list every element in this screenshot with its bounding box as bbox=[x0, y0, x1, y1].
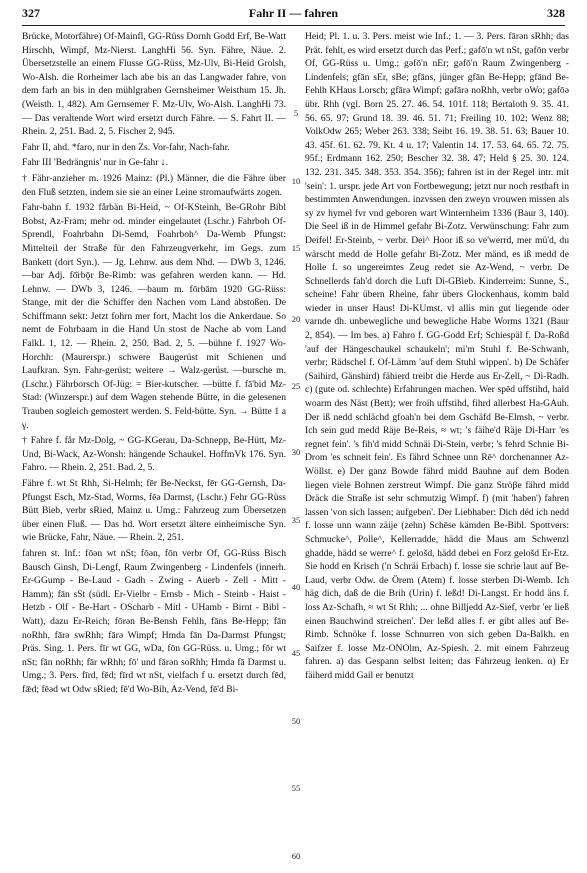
line-number: 55 bbox=[291, 783, 301, 793]
line-number: 45 bbox=[291, 648, 301, 658]
entry-fahr-ii: Fahr II, ahd. *faro, nur in den Zs. Vor-fahr, Nach-fahr. bbox=[22, 141, 230, 153]
page-header bbox=[22, 6, 565, 22]
line-number: 50 bbox=[291, 716, 301, 726]
line-number: 40 bbox=[291, 582, 301, 592]
header-rule bbox=[22, 25, 565, 26]
entry-fahre: † Fahre f. får Mz-Dolg, ~ GG-KGerau, Da-Schnepp, Be-Hütt, Mz-Und, Bi-Wack, Az-Wonsh: hängende Schaukel. HoffmVk 176. Syn. Fahro. — Rhein. 2, 251. Bad. 2, 5. bbox=[22, 435, 286, 474]
line-number: 5 bbox=[293, 108, 299, 118]
entry-faehr-anzieher: † Fähr-anzieher m. 1926 Mainz: (Pl.) Männer, die die Fähre über den Fluß setzten, indem sie sie an einer Leine stromaufwärts zogen. bbox=[22, 172, 286, 198]
page-number-right: 328 bbox=[547, 6, 565, 20]
right-column bbox=[305, 30, 569, 685]
entry-fahr-bahn: Fahr-bahn f. 1932 fårbän Bi-Heid, ~ Of-KSteinh, Be-GRohr Bibl Bobst, Az-Fram; mehr od. minder eingelautet (Lschr.) Fahrboh Of-Sprendl, Foahrbahn Di-Semd, Foahrboh^ Da-Wemb Pfungst: Mittelteil der Straße für den Fahrzeugverkehr, im Gegs. zum Bankett (dort Syn.). — Jg. Lehnw. aus dem Nhd. — DWb 3, 1246. —bar Adj. fō̆rbǭr Be-Rimb: was gefahren werden kann. — Hd. Lehnw. — DWb 3, 1246. —baum m. fōrbām 1920 GG-Rüss: Stange, mit der die Schiffer den Nachen vom Land abstoßen. De Schiffmann sekt: Jetzt fohrn mer fort, Macht los die Ankerdaue. So nemt de Fohrbaam in die Hand Un stost de Nache ab vom Land FalkL 1, 12. — Rhein. 2, 250. Bad. 2, 5. —bühne f. 1927 Wo-Horchh: (Maurerspr.) schwere Baugerüst mit Schienen und Laufkran. Syn. Fahr-gerüst; weitere → Walz-gerüst. —bursche m. (Lschr.) Fährborsch Of-Jüg: = Bier-kutscher. —bütte f. fā'bid Mz-Stad: (Winzerspr.) auf dem Wagen stehende Bütte, in die gelesenen Trauben sogleich gemostert werden. S. Feld-bütte. Syn. → Bütte 1 a γ. bbox=[22, 202, 286, 431]
line-number: 20 bbox=[291, 314, 301, 324]
line-number: 30 bbox=[291, 447, 301, 457]
running-title: Fahr II — fahren bbox=[248, 6, 339, 20]
line-number: 10 bbox=[291, 176, 301, 186]
entry-fahr-i-cont: Brücke, Motorfähre) Of-Mainfl, GG-Rüss Dornh Godd Erf, Be-Watt Hirschh, Wimpf, Mz-Nierst. LanghHi 56. Syn. Fähre, Näue. 2. Übersetzstelle an einem Flusse GG-Rüss, Mz-Ulv, Bi-Heid Grolsh, Wo-Alsh. die Rorheimer lach abe bis an das Langwader fahre, von dem farh an bis in den mühlgraben Gernsheimer Weisthum 15. Jh. (Weisth. 1, 482). Am Gernsemer F. Mz-Ulv, Wo-Alsh. LanghHi 73. — Das veraltende Wort wird ersetzt durch Fähre. — S. Fahrt II. — Rhein. 2, 251. Bad. 2, 5. Fischer 2, 945. bbox=[22, 31, 286, 138]
entry-fahr-iii: Fahr III 'Bedrängnis' nur in Ge-fahr ↓. bbox=[22, 157, 168, 169]
entry-fahren: fahren st. Inf.: fōən wt nSt; fōən, fōn verbr Of, GG-Rüss Bisch Bausch Ginsh, Di-Lengf, Raum Zwingenberg - Lindenfels (innerh. Er-GGump - Be-Laud - Gadh - Zwing - Auerb - Zell - Mitt - Hamm); fān sSt (südl. Er-Vielbr - Ernsb - Mich - Steinb - Haist - Hetzb - Olf - Be-Hart - OScharb - Mitl - UHamb - Birnt - Bibl - Watt), dazu Er-Reich; fōrən Be-Bensh Fehlh, fāns Be-Hepp; fān noRhh, fārə swRhh; fārə Wimpf; Hmda fān Da-Darmst Pfungst; Präs. Sing. 1. Pers. fīr wt GG, wDa, fōn GG-Rüss. u. Umg.; fōr wt nSt; fān noRhh; fār wRhh; fō' und fārən soRhh; Hmda fā Darmst u. Umg.; 3. Pers. fīrd, fēd; fīrd wt nSt, vielfach f u. ersetzt durch fēd, fǣd; fēəd wt Odw sRied; fē'd Wo-Bih, Az-Vend, fē'd Bi- bbox=[22, 547, 286, 695]
line-number: 60 bbox=[291, 851, 301, 861]
line-number: 35 bbox=[291, 515, 301, 525]
entry-fahren-cont: Heid; Pl. 1. u. 3. Pers. meist wie Inf.; 1. — 3. Pers. fārən sRhh; das Prät. fehlt, es wird ersetzt durch das Perf.; gəfō'n wt nSt, gəfōn verbr Of, GG-Rüss u. Umg.; gəfō'n nEr; gəfō'n Raum Zwingenberg - Lindenfels; gfān sEr, sBe; gfāns, jünger gfān Be-Hepp; gfānd Be-Fehlh KHaus Lorsch; gfārə Wimpf; gəfārə noRhh, verbr oWo; gəfōə übr. Rhh (vgl. Born 25. 27. 46. 54. 101f. 118; Bertaloth 9. 35. 41. 56. 65. 97; Grund 18. 39. 46. 51. 71; Freiling 10. 102; Wenz 88; VolkOdw 265; Weber 263. 338; Seibt 16. 19. 38. 51. 63; Bauer 10. 43. 45f. 61. 62. 79. Kt. 4 u. 17; Valentin 14. 17. 53. 64. 65. 72. 75. 95f.; Erdmann 162. 250; Bescher 32. 38. 47; Held § 25. 30. 124. 132. 231. 345. 348. 353. 354. 356); fahren ist in der Regel intr. mit 'sein': 1. urspr. jede Art von Fortbewegung; jetzt nur noch resthaft in bestimmten Anwendungen. inzvssen den zweyn vrouwen missen als sy zv hymel fvr vnd geboren wart Winternheim 1336 (Baur 3, 140). Die Seel iß in de Himmel gefahr Bi-Zotz. Verwünschung: Fahr zum Deifel! Er-Steinb, ~ verbr. Dei^ Hoor iß so ve'werrd, mer mü'd, du wärscht medd de Holle gefahr Bi-Zotz. Mer mänd, es iß medd de Holle f. so ungereimtes Zeug redet sie Az-Wend, ~ verbr. De Schnellerds fah'd dorch die Luft Di-GBieb. Kinderreim: Sunne, S., scheine! Fahr übern Rheine, fahr übers Glockenhaus, komm bald wieder in unser Haus! Di-KUmst. vl allis min gut liegende oder varnde dh. unbewegliche und bewegliche Habe Worms 1321 (Baur 2, 854). — Im bes. a) Fahro f. GG-Godd Erf; Schiespäl f. Da-Roßd 'auf der Hängeschaukel schaukeln'; mi'm Stuhl f. Be-Schwanh, verbr; Rädschel f. Of-Lämm 'auf dem Stuhl wippen'. b) De Schäfer (Saihird, Gänshird) fähierd treibt die Herde aus Er-Zell, ~ Di-Radh. c) (gute od. schlechte) Erfahrungen machen. Wer spēd uffstihd, hald woarm des Näst (Bett); wer froih uffstihd, fihrd allerbest Ha-GAuh. Der iß nedd schlächd gfoah'n bei dem Gschäfd Be-Elmsh, ~ verbr. Ich sein gud medd Räje Be-Reis, ≈ wt; 's fäihe'd Räje Di-Harr 'es regnet fein'. 's fih'd midd Schnäi Di-Stein, verbr; 's fehrd Schnie Bi-Drom 'es schneit fein'. Es fährd Schnee unn Rē^ dorchenanner Az-Wöllst. e) Der ganz Bowde fährd midd Bauhne auf dem Boden liegen viele Bohnen zerstreut Wimpf. Die ganz Ströβe fährd midd Dräck die Straße ist sehr schmutzig Wimpf. f) (mit 'haben') fahren lassen 'von sich lassen; aufgeben'. Der Liebhaber: Dich déd ich nedd f. losse unn wann zäije (zehn) Schēse kämden Be-Bibl. Spottvers: Schmucke^, Polle^, Kellerradde, hädd die Maus am Schwenzl ghadde, hädd se werre^ f. gelošd, hädd debei en Forz gelošd Er-Etz. Sie hodd en Krisch ('n Schräi Erbach) f. losse sie schrie laut auf Be-Laud, verbr Odw. de Örem (Atem) f. losse sterben Di-Wemb. Ich häg dich, daß de die Brih (Urin) f. leßd! Di-Langst. Er hodd äns f. loss Az-Schafh, ≈ wt St Rhh; ... ohne Billjedd Az-Sief, verbr 'er ließ einen Bauchwind streichen'. Der leßd alles f. er gibt alles auf Be-Rimb. Schnöke f. losse Schnurren von sich geben Da-Balkh. en Saifzer f. losse Mz-ONOlm, Az-Spiesh. 2. mit einem Fahrzeug fahren. a) das Gespann selbst leiten; das Fahrzeug lenken. α) Er fäiherd midd Gail er benutzt bbox=[305, 31, 569, 681]
line-number: 25 bbox=[291, 381, 301, 391]
left-column bbox=[22, 30, 286, 699]
page-number-left: 327 bbox=[22, 6, 40, 20]
line-number: 15 bbox=[291, 243, 301, 253]
entry-faehre: Fähre f. wt St Rhh, Si-Helmh; fēr Be-Neckst, fēr GG-Gernsh, Da-Pfungst Esch, Mz-Stad, Worms, fēə Darmst, (Lschr.) Fehr GG-Rüss Bütt Bieb, verbr sRied, Mainz u. Umg.: Fahrzeug zum Übersetzen über einen Fluß. — Das hd. Wort ersetzt ältere einheimische Syn. wie Brücke, Fahr, Näue. — Rhein. 2, 251. bbox=[22, 478, 286, 544]
